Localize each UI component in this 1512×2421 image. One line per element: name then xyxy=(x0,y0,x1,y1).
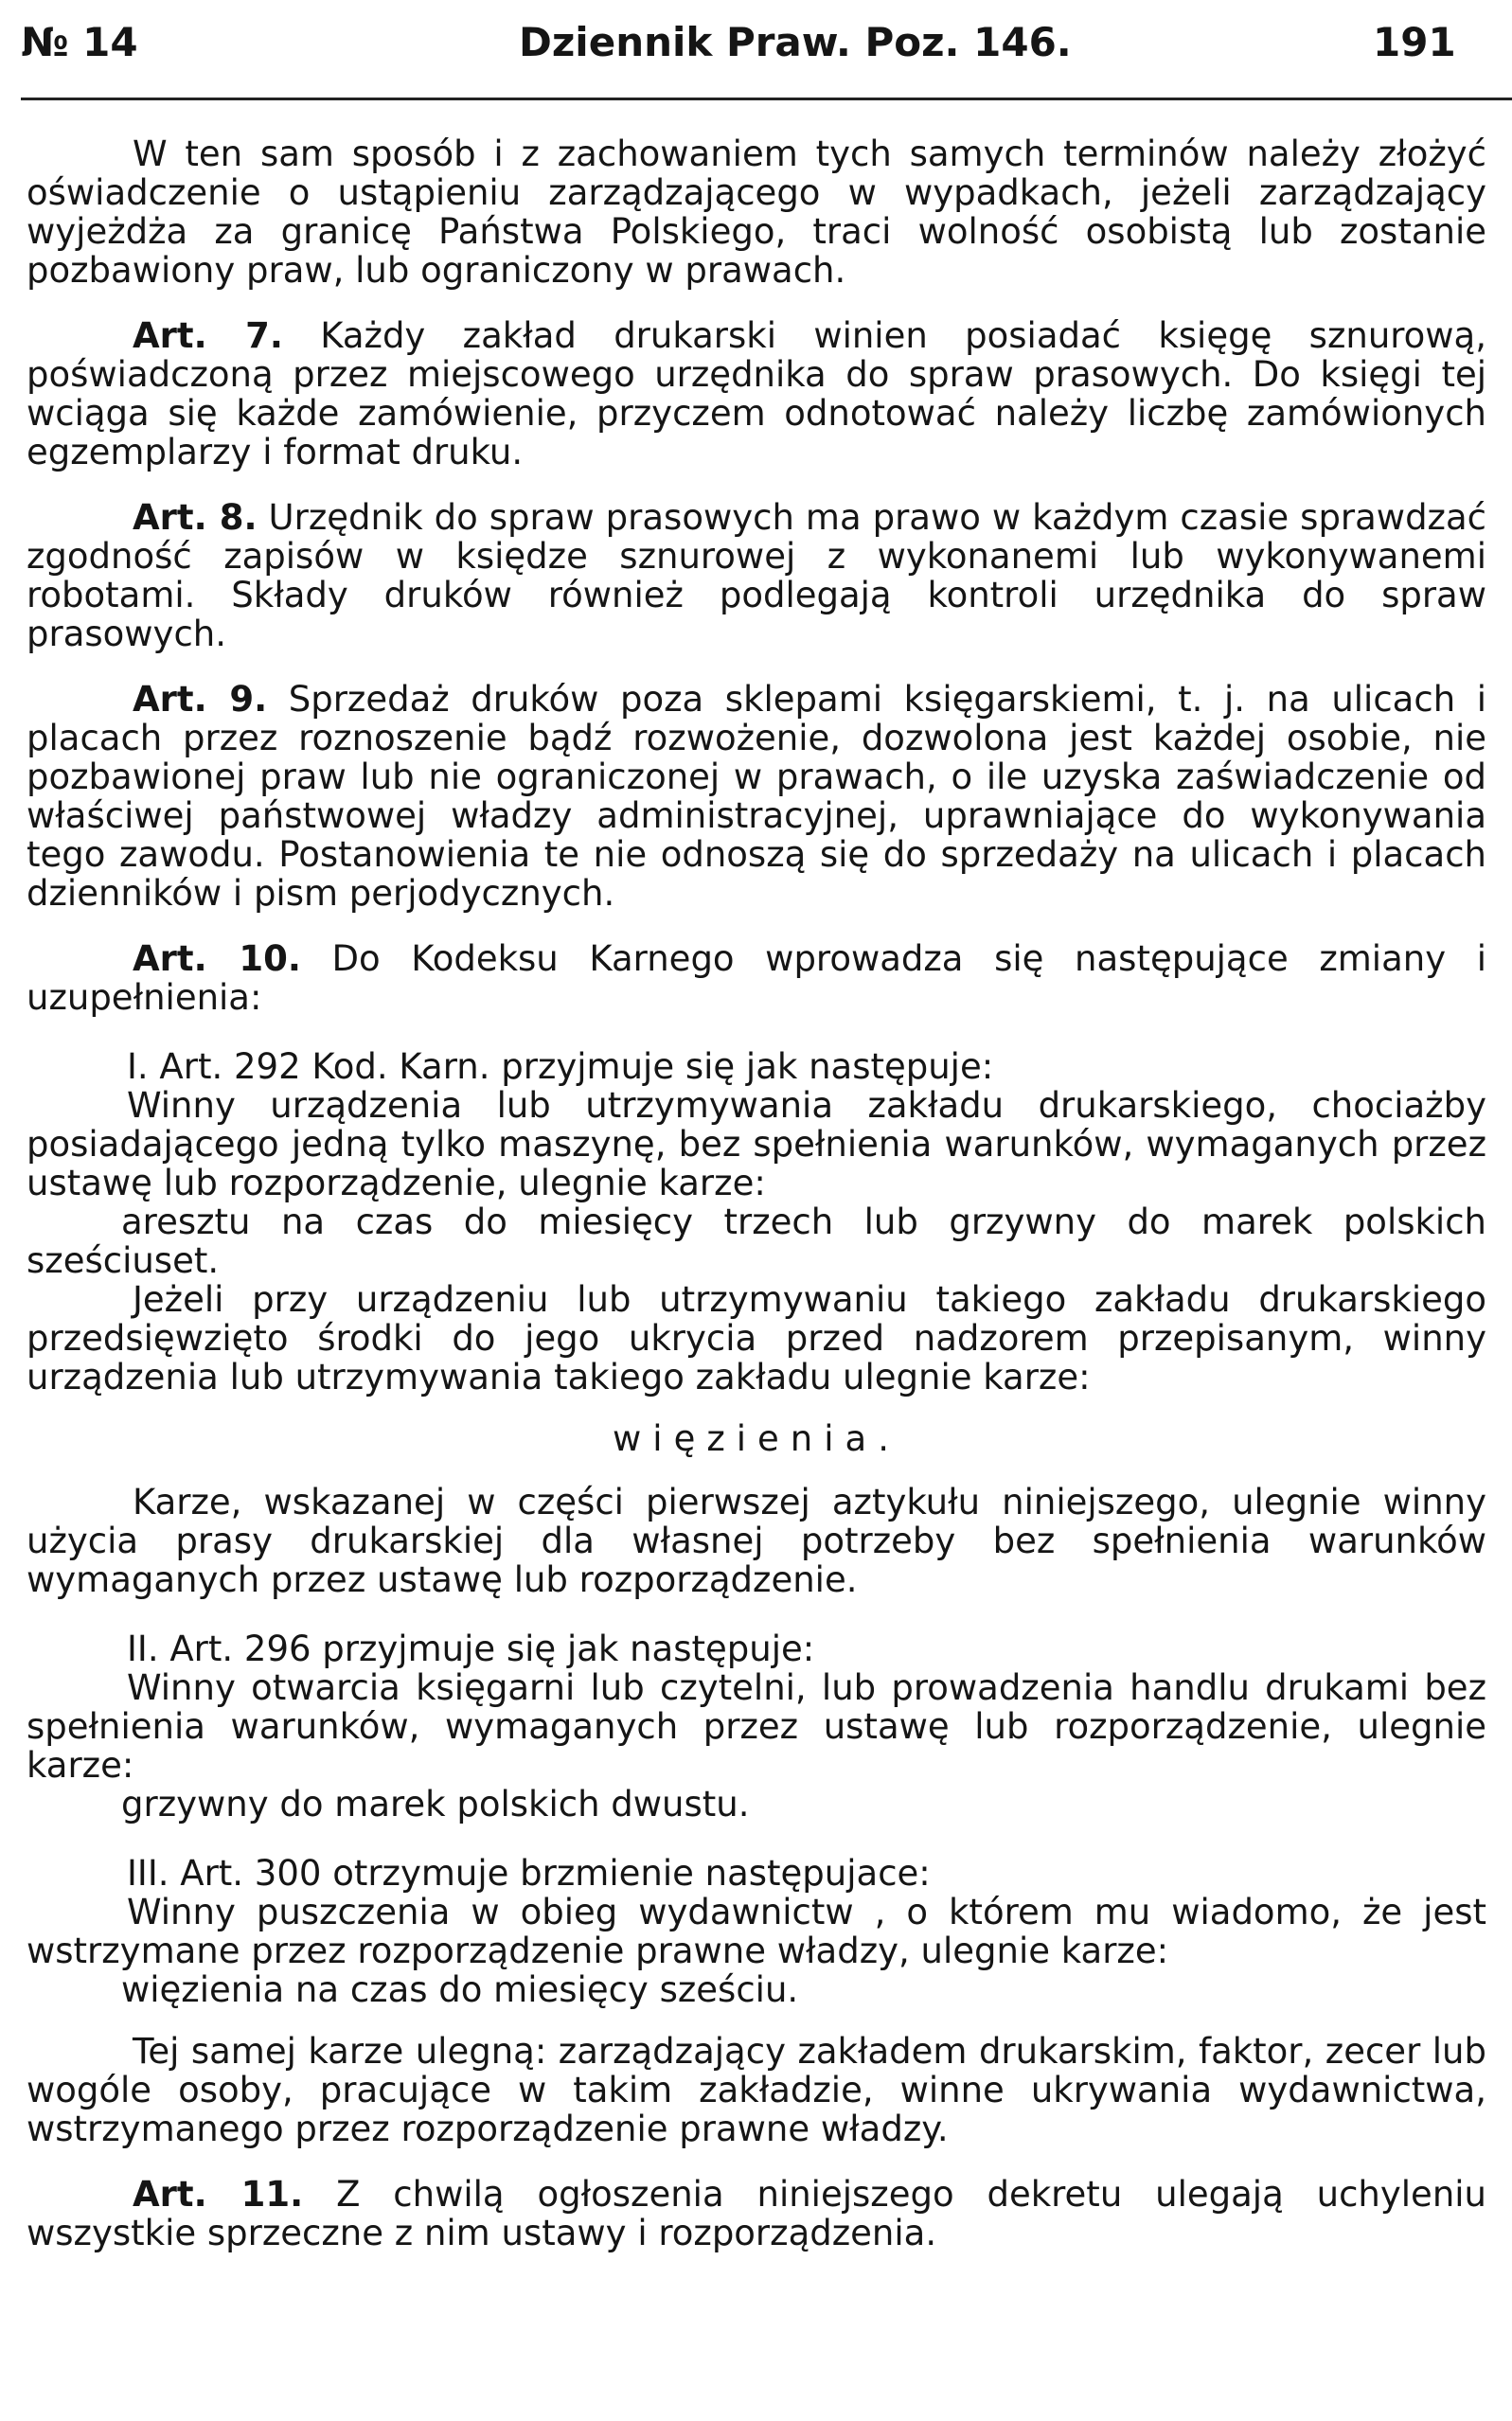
article-10-label: Art. 10. xyxy=(133,938,301,979)
issue-number: № 14 xyxy=(21,19,138,65)
section-i-paragraph-2: Jeżeli przy urządzeniu lub utrzymywaniu takiego zakładu drukarskiego przedsięwzięto środki do jego ukrycia przed nadzorem przepisanym, winny urządzenia lub utrzymywania takiego zakładu ulegnie karze: xyxy=(27,1279,1486,1397)
article-11-label: Art. 11. xyxy=(133,2174,304,2215)
article-11 xyxy=(27,2175,1486,2252)
article-8-label: Art. 8. xyxy=(133,497,258,538)
section-iii-heading: III. Art. 300 otrzymuje brzmienie następujace: xyxy=(127,1853,931,1894)
article-9-text: Sprzedaż druków poza sklepami księgarskiemi, t. j. na ulicach i placach przez roznoszenie bądź rozwożenie, dozwolona jest każdej osobie, nie pozbawionej praw lub nie ograniczonej w prawach, o ile uzyska zaświadczenie od właściwej państwowej władzy administracyjnej, uprawniające do wykonywania tego zawodu. Postanowienia te nie odnoszą się do sprzedaży na ulicach i placach dzienników i pism perjodycznych. xyxy=(27,679,1487,914)
page-header xyxy=(0,0,1512,104)
page-number: 191 xyxy=(1373,19,1456,65)
article-7-text: Każdy zakład drukarski winien posiadać księgę sznurową, poświadczoną przez miejscowego urzędnika do spraw prasowych. Do księgi tej wciąga się każde zamówienie, przyczem odnotować należy liczbę zamówionych egzemplarzy i format druku. xyxy=(27,315,1486,472)
article-10-text: Do Kodeksu Karnego wprowadza się następujące zmiany i uzupełnienia: xyxy=(27,938,1486,1018)
journal-title: Dziennik Praw. Poz. 146. xyxy=(519,19,1072,65)
document-body xyxy=(27,134,1486,2252)
article-9-label: Art. 9. xyxy=(133,679,268,720)
article-11-text: Z chwilą ogłoszenia niniejszego dekretu ulegają uchyleniu wszystkie sprzeczne z nim ustawy i rozporządzenia. xyxy=(27,2174,1487,2253)
section-ii-paragraph-1: Winny otwarcia księgarni lub czytelni, lub prowadzenia handlu drukami bez spełnienia warunków, wymaganych przez ustawę lub rozporządzenie, ulegnie karze: xyxy=(27,1667,1486,1786)
section-i-penalty-1: aresztu na czas do miesięcy trzech lub grzywny do marek polskich sześciuset. xyxy=(27,1202,1486,1281)
article-8-text: Urzędnik do spraw prasowych ma prawo w każdym czasie sprawdzać zgodność zapisów w księdze sznurowej z wykonanemi lub wykonywanemi robotami. Składy druków również podlegają kontroli urzędnika do spraw prasowych. xyxy=(27,497,1486,654)
article-9 xyxy=(27,680,1486,913)
header-rule xyxy=(21,98,1512,100)
article-8 xyxy=(27,498,1486,653)
section-i-penalty-2: więzienia. xyxy=(613,1418,900,1459)
article-7 xyxy=(27,316,1486,472)
article-7-label: Art. 7. xyxy=(133,315,283,356)
section-i-paragraph-3: Karze, wskazanej w części pierwszej aztykułu niniejszego, ulegnie winny użycia prasy drukarskiej dla własnej potrzeby bez spełnienia warunków wymaganych przez ustawę lub rozporządzenie. xyxy=(27,1482,1486,1600)
section-i-heading: I. Art. 292 Kod. Karn. przyjmuje się jak następuje: xyxy=(127,1046,994,1087)
section-ii-penalty: grzywny do marek polskich dwustu. xyxy=(121,1784,750,1825)
article-10 xyxy=(27,939,1486,1017)
paragraph-intro: W ten sam sposób i z zachowaniem tych samych terminów należy złożyć oświadczenie o ustąpieniu zarządzającego w wypadkach, jeżeli zarządzający wyjeżdża za granicę Państwa Polskiego, traci wolność osobistą lub zostanie pozbawiony praw, lub ograniczony w prawach. xyxy=(27,134,1486,291)
section-iii-paragraph-1: Winny puszczenia w obieg wydawnictw , o którem mu wiadomo, że jest wstrzymane przez rozporządzenie prawne władzy, ulegnie karze: xyxy=(27,1892,1486,1971)
section-i-paragraph-1: Winny urządzenia lub utrzymywania zakładu drukarskiego, chociażby posiadającego jedną tylko maszynę, bez spełnienia warunków, wymaganych przez ustawę lub rozporządzenie, ulegnie karze: xyxy=(27,1085,1486,1203)
section-ii-heading: II. Art. 296 przyjmuje się jak następuje: xyxy=(127,1629,815,1669)
section-iii-paragraph-2: Tej samej karze ulegną: zarządzający zakładem drukarskim, faktor, zecer lub wogóle osoby, pracujące w takim zakładzie, winne ukrywania wydawnictwa, wstrzymanego przez rozporządzenie prawne władzy. xyxy=(27,2031,1486,2149)
section-iii-penalty: więzienia na czas do miesięcy sześciu. xyxy=(121,1969,799,2010)
